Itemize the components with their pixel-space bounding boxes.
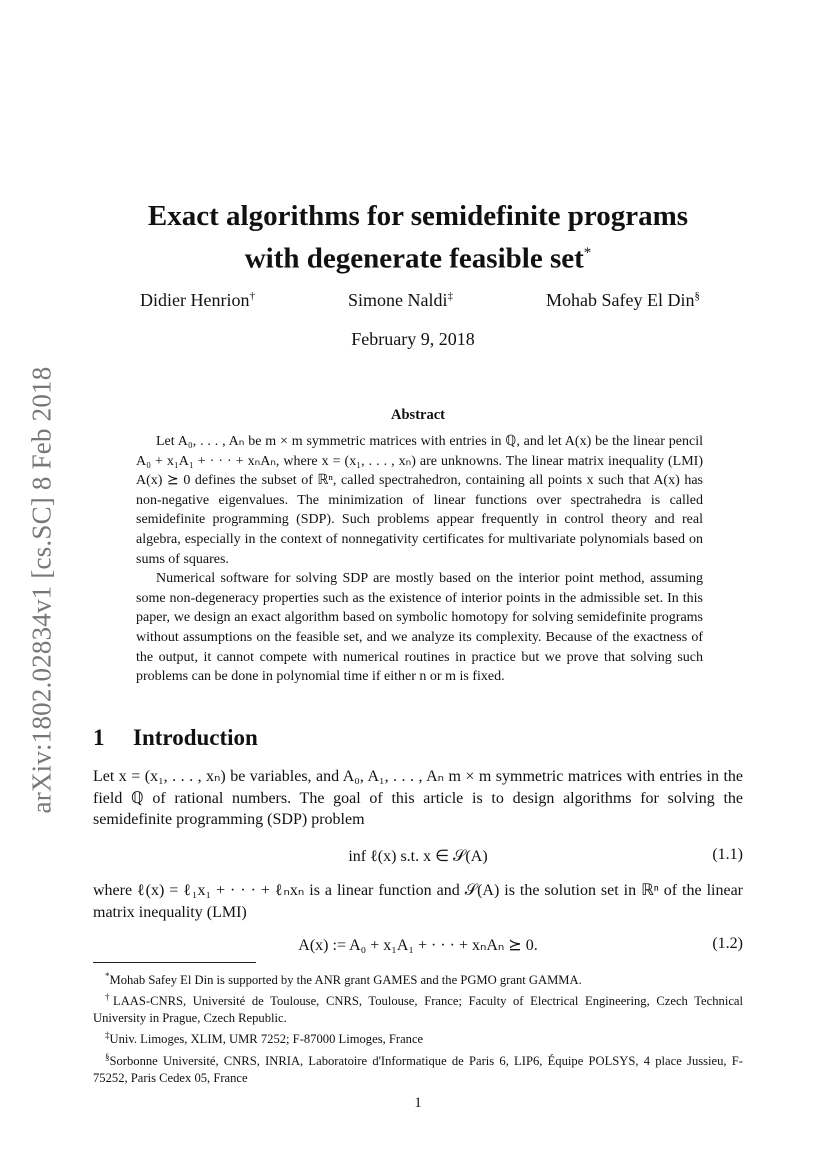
- author-list: [140, 290, 700, 311]
- abstract-paragraph: Let A₀, . . . , Aₙ be m × m symmetric matrices with entries in ℚ, and let A(x) be the linear pencil A₀ + x₁A₁ + · · · + xₙAₙ, where x = (x₁, . . . , xₙ) are unknowns. The linear matrix inequality (LMI) A(x) ⪰ 0 defines the subset of ℝⁿ, called spectrahedron, containing all points x such that A(x) has non-negative eigenvalues. The minimization of linear functions over spectrahedra is called semidefinite programming (SDP). Such problems appear frequently in control theory and real algebra, especially in the context of nonnegativity certificates for multivariate polynomials based on sums of squares.: [136, 434, 703, 567]
- author-footnote-mark: ‡: [447, 290, 453, 302]
- title-footnote-mark: *: [583, 245, 592, 261]
- title-line-2-text: with degenerate feasible set: [244, 242, 584, 275]
- arxiv-identifier-stamp: arXiv:1802.02834v1 [cs.SC] 8 Feb 2018: [26, 366, 57, 814]
- intro-paragraph-text: where ℓ(x) = ℓ₁x₁ + · · · + ℓₙxₙ is a linear function and 𝒮(A) is the solution set in ℝⁿ of the linear matrix inequality (LMI): [93, 882, 743, 921]
- abstract-body: [136, 432, 703, 687]
- equation-expression: A(x) := A₀ + x₁A₁ + · · · + xₙAₙ ⪰ 0.: [298, 937, 538, 954]
- author: [348, 290, 453, 311]
- equation-1-1: [93, 846, 743, 868]
- section-number: 1: [93, 725, 105, 750]
- footnote-mark: *: [105, 971, 110, 981]
- footnote-text: Univ. Limoges, XLIM, UMR 7252; F-87000 Limoges, France: [109, 1032, 424, 1047]
- author-footnote-mark: †: [249, 290, 255, 302]
- title-line-1: Exact algorithms for semidefinite programs: [147, 200, 689, 232]
- footnote-text: Mohab Safey El Din is supported by the ANR grant GAMES and the PGMO grant GAMMA.: [109, 973, 582, 988]
- footnote-mark: †: [105, 992, 113, 1003]
- footnote: [93, 968, 743, 989]
- section-title: Introduction: [133, 725, 258, 750]
- title-line-2: [90, 235, 746, 278]
- equation-expression: inf ℓ(x) s.t. x ∈ 𝒮(A): [348, 848, 488, 865]
- author: [546, 290, 700, 311]
- intro-paragraph-1: [93, 766, 743, 831]
- page-number: 1: [414, 1095, 422, 1111]
- equation-number: (1.2): [712, 935, 743, 952]
- footnotes: [93, 968, 743, 1087]
- paper-title: [90, 198, 746, 278]
- footnote: [93, 1027, 743, 1048]
- footnote-mark: §: [105, 1051, 110, 1062]
- footnote-text: LAAS-CNRS, Université de Toulouse, CNRS, Toulouse, France; Faculty of Electrical Engineering, Czech Technical University in Prague, Czech Republic.: [93, 994, 744, 1026]
- publication-date: February 9, 2018: [351, 329, 475, 349]
- section-heading: [93, 725, 258, 751]
- footnote-divider: [93, 962, 256, 963]
- footnote-text: Sorbonne Université, CNRS, INRIA, Laboratoire d'Informatique de Paris 6, LIP6, Équipe POLSYS, 4 place Jussieu, F-75252, Paris Cedex 05, France: [93, 1053, 743, 1085]
- author-name: Simone Naldi: [347, 290, 448, 310]
- equation-number: (1.1): [712, 846, 743, 863]
- author-name: Didier Henrion: [140, 290, 250, 310]
- intro-paragraph-text: Let x = (x₁, . . . , xₙ) be variables, and A₀, A₁, . . . , Aₙ m × m symmetric matrices with entries in the field ℚ of rational numbers. The goal of this article is to design algorithms for solving the semidefinite programming (SDP) problem: [93, 768, 743, 828]
- equation-1-2: [93, 935, 743, 957]
- abstract-paragraph: Numerical software for solving SDP are mostly based on the interior point method, assuming some non-degeneracy properties such as the existence of interior points in the admissible set. In this paper, we design an exact algorithm based on symbolic homotopy for solving semidefinite programs without assumptions on the feasible set, and we analyze its complexity. Because of the exactness of the output, it cannot compete with numerical routines in practice but we prove that solving such problems can be done in polynomial time if either n or m is fixed.: [136, 571, 703, 685]
- author-name: Mohab Safey El Din: [546, 290, 695, 310]
- footnote: [93, 989, 743, 1027]
- footnote: [93, 1049, 743, 1087]
- abstract-heading: Abstract: [391, 407, 445, 423]
- footnote-mark: ‡: [105, 1030, 110, 1041]
- author-footnote-mark: §: [694, 290, 700, 302]
- intro-paragraph-2: [93, 880, 743, 923]
- author: [140, 290, 255, 311]
